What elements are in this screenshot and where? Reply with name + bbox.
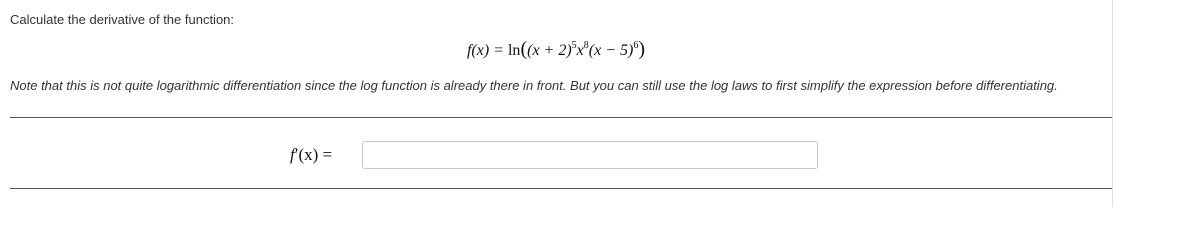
divider-top: [10, 117, 1112, 118]
formula-open-paren: (: [520, 38, 528, 60]
formula-exp2: 8: [583, 40, 589, 51]
divider-bottom: [10, 188, 1112, 189]
formula-exp1: 5: [571, 40, 577, 51]
hint-note: Note that this is not quite logarithmic differentiation since the log function is already there in front. But you can still use the log laws to first simplify the expression before differentiating.: [10, 78, 1058, 93]
formula-part1: (x + 2): [527, 42, 572, 59]
function-formula: [0, 38, 1112, 61]
formula-part2: x: [576, 42, 584, 59]
answer-label: [290, 145, 332, 165]
formula-exp3: 6: [633, 40, 639, 51]
formula-part3: (x − 5): [588, 42, 634, 59]
question-prompt: Calculate the derivative of the function:: [10, 12, 235, 27]
answer-label-f: f: [290, 145, 295, 164]
formula-lhs: f(x) =: [466, 42, 508, 59]
formula-close-paren: ): [638, 38, 646, 60]
answer-label-rest: ′(x) =: [294, 145, 333, 164]
formula-ln: ln: [507, 42, 521, 59]
answer-input[interactable]: [362, 141, 818, 169]
right-margin: [1113, 0, 1200, 207]
